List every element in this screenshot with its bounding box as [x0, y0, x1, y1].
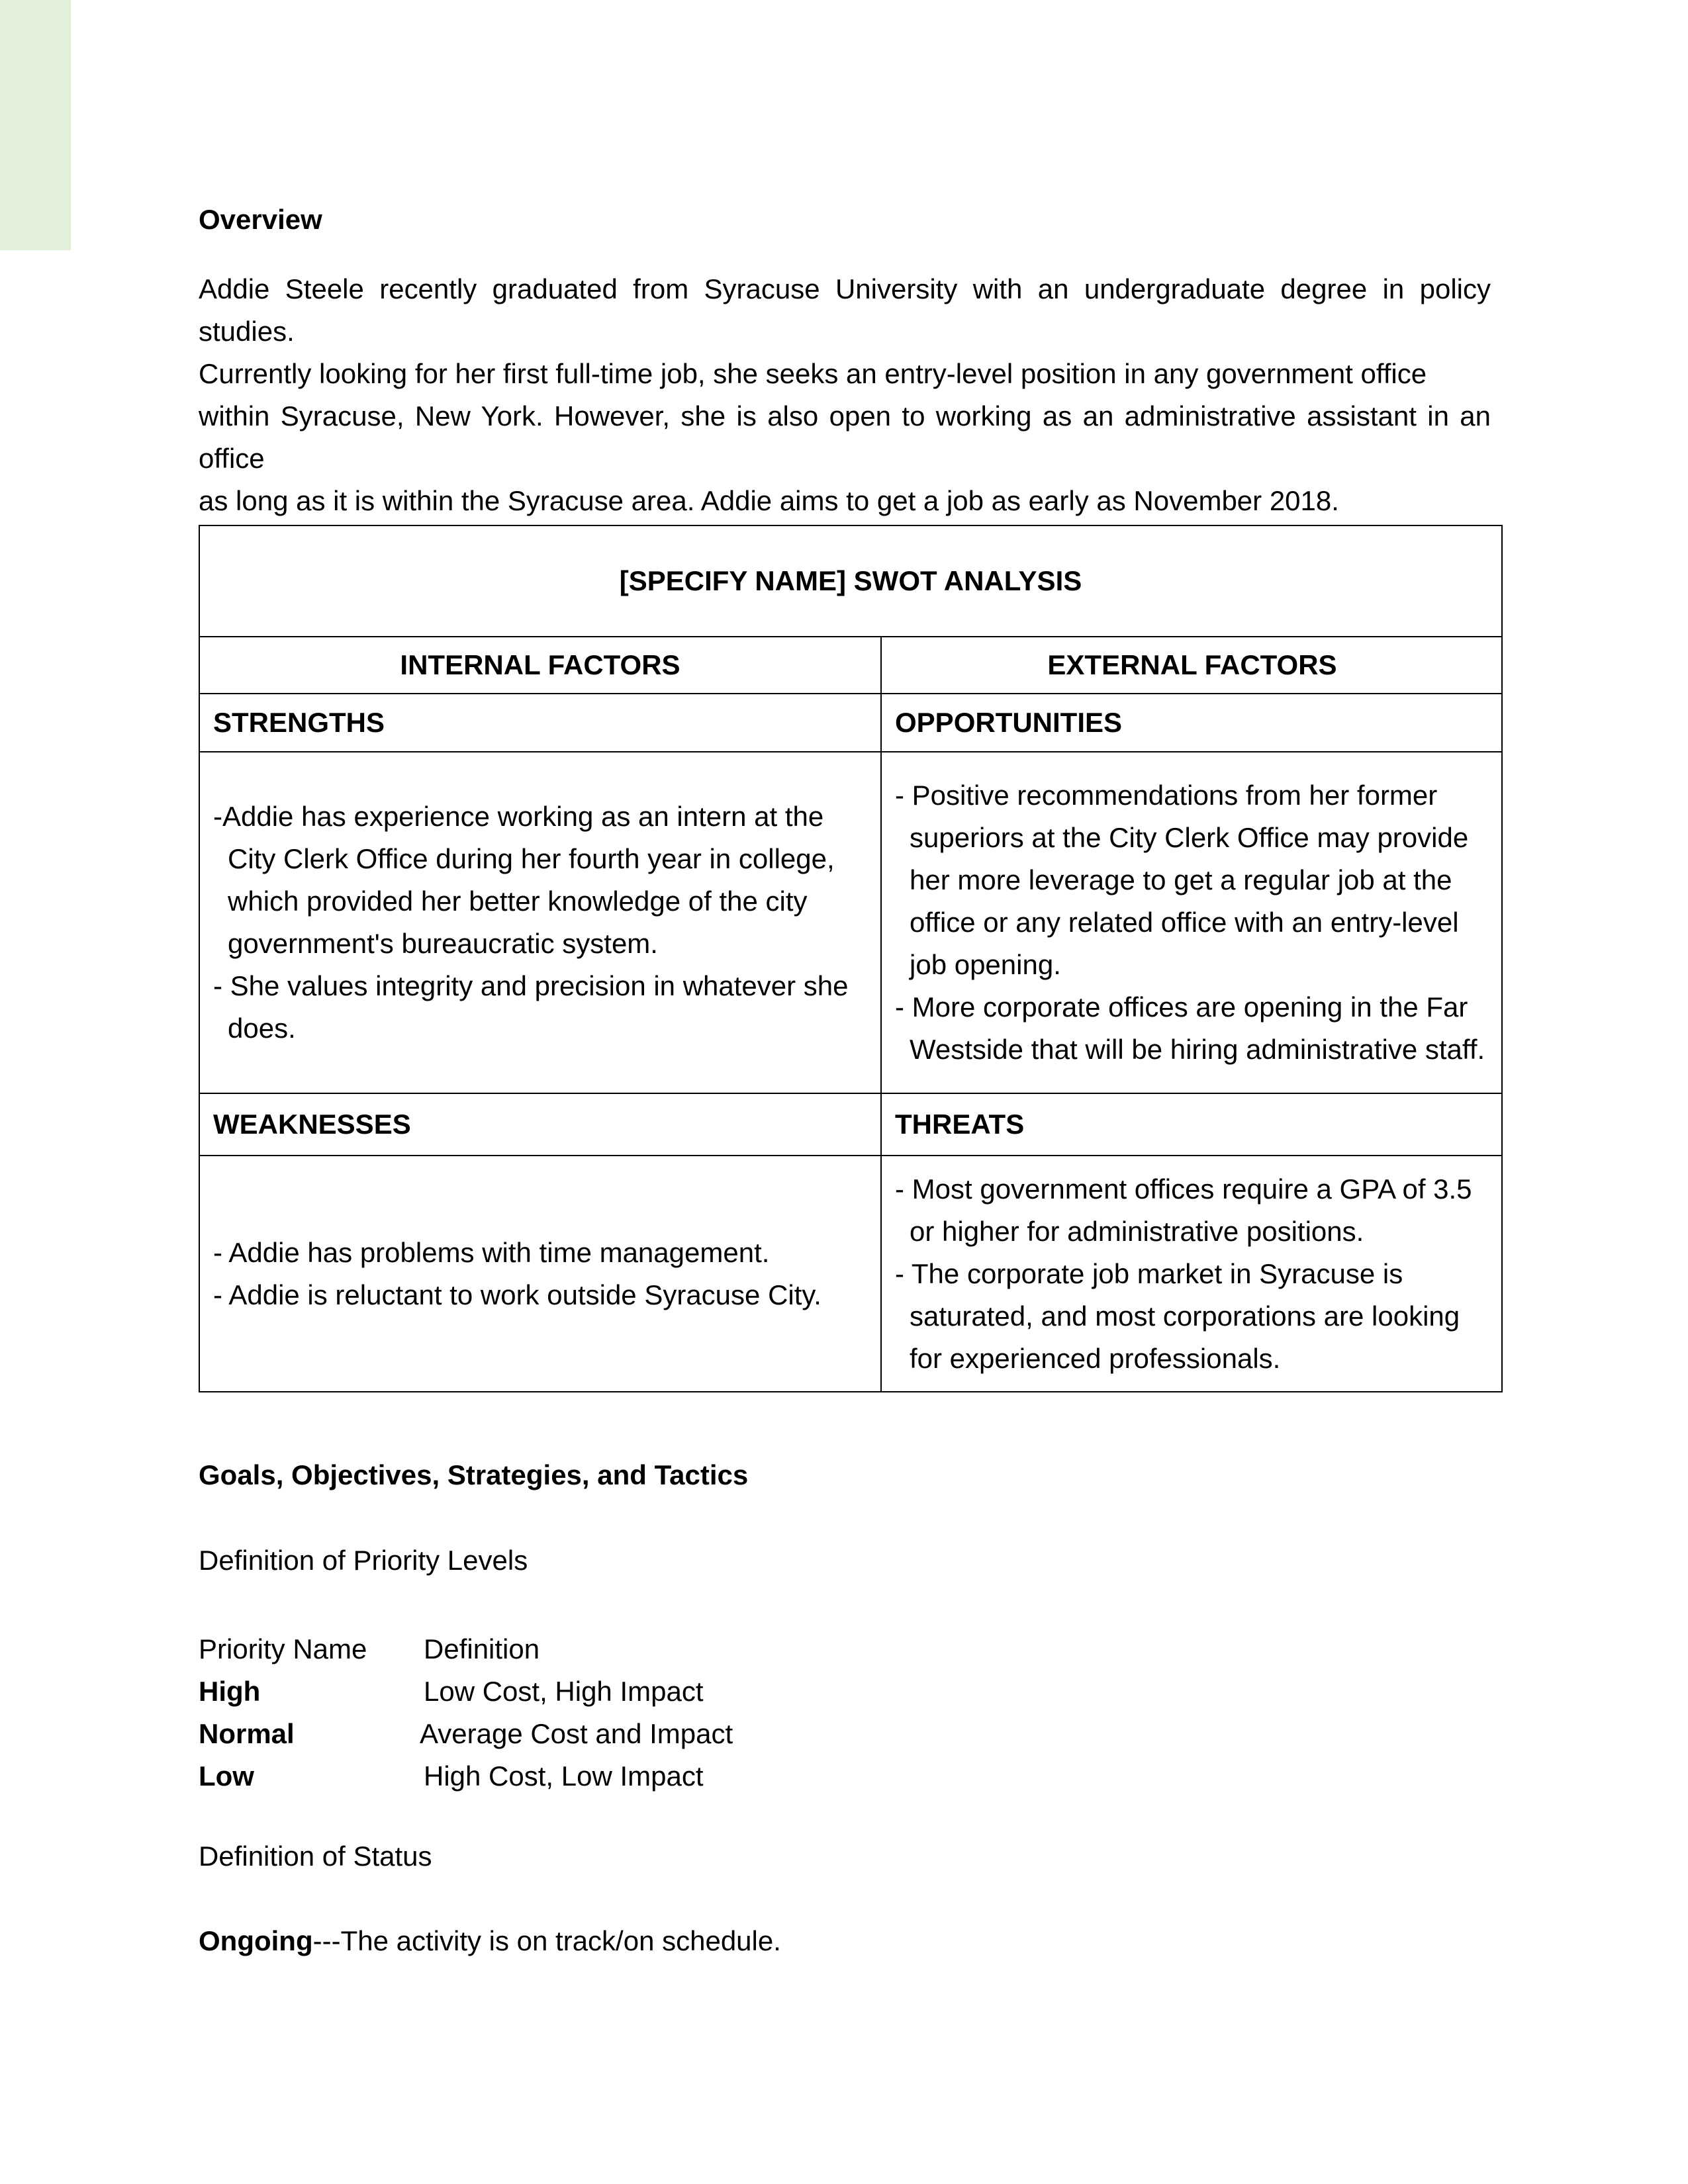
swot-table	[199, 525, 1503, 1392]
weakness-item: - Addie has problems with time management.	[213, 1236, 770, 1268]
goals-heading: Goals, Objectives, Strategies, and Tactics	[199, 1459, 749, 1490]
swot-labels-row-1	[200, 694, 1501, 752]
strengths-label: STRENGTHS	[200, 694, 882, 751]
weaknesses-list	[200, 1156, 882, 1391]
opportunities-list	[882, 752, 1503, 1093]
strengths-list	[200, 752, 882, 1093]
internal-factors-header: INTERNAL FACTORS	[200, 637, 882, 693]
priority-definition: Low Cost, High Impact	[424, 1676, 704, 1707]
overview-paragraph	[199, 268, 1491, 522]
overview-line: as long as it is within the Syracuse area. Addie aims to get a job as early as November 2018.	[199, 485, 1339, 516]
status-ongoing-text: ---The activity is on track/on schedule.	[312, 1925, 781, 1956]
corner-accent	[0, 0, 71, 250]
swot-content-row-1	[200, 752, 1501, 1094]
status-ongoing-line	[199, 1925, 781, 1958]
overview-heading: Overview	[199, 204, 322, 235]
status-definition-title: Definition of Status	[199, 1841, 432, 1872]
priority-name-header: Priority Name	[199, 1633, 367, 1664]
priority-definition: Average Cost and Impact	[420, 1718, 733, 1749]
swot-labels-row-2	[200, 1094, 1501, 1156]
swot-factors-row	[200, 637, 1501, 694]
threat-item: - Most government offices require a GPA of 3.5 or higher for administrative positions.	[895, 1173, 1472, 1247]
priority-name: Normal	[199, 1718, 295, 1749]
status-ongoing-label: Ongoing	[199, 1925, 313, 1956]
swot-title: [SPECIFY NAME] SWOT ANALYSIS	[619, 565, 1082, 596]
swot-title-row	[200, 526, 1501, 637]
threats-list	[882, 1156, 1503, 1391]
weaknesses-label: WEAKNESSES	[200, 1094, 882, 1155]
weakness-item: - Addie is reluctant to work outside Syracuse City.	[213, 1279, 821, 1310]
strength-item: -Addie has experience working as an intern at the City Clerk Office during her fourth year in college, which provided her better knowledge of the city government's bureaucratic system.	[213, 801, 835, 959]
opportunities-label: OPPORTUNITIES	[895, 707, 1123, 738]
priority-name: High	[199, 1676, 261, 1707]
strength-item: - She values integrity and precision in whatever she does.	[213, 970, 849, 1044]
overview-line: Currently looking for her first full-time job, she seeks an entry-level position in any government office	[199, 358, 1427, 389]
threat-item: - The corporate job market in Syracuse is saturated, and most corporations are looking for experienced professionals.	[895, 1257, 1460, 1374]
swot-content-row-2	[200, 1156, 1501, 1391]
external-factors-header: EXTERNAL FACTORS	[1047, 649, 1337, 680]
priority-name: Low	[199, 1760, 254, 1792]
opportunity-item: - More corporate offices are opening in the Far Westside that will be hiring administrative staff.	[895, 991, 1485, 1065]
priority-levels-title: Definition of Priority Levels	[199, 1545, 528, 1576]
threats-label: THREATS	[895, 1109, 1025, 1140]
opportunity-item: - Positive recommendations from her former superiors at the City Clerk Office may provide her more leverage to get a regular job at the office or any related office with an entry-level job opening.	[895, 780, 1469, 980]
overview-line: within Syracuse, New York. However, she is also open to working as an administrative assistant in an office	[199, 400, 1491, 474]
priority-definition-header: Definition	[424, 1633, 540, 1664]
priority-definition: High Cost, Low Impact	[424, 1760, 704, 1792]
overview-line: Addie Steele recently graduated from Syracuse University with an undergraduate degree in policy studies.	[199, 273, 1491, 347]
